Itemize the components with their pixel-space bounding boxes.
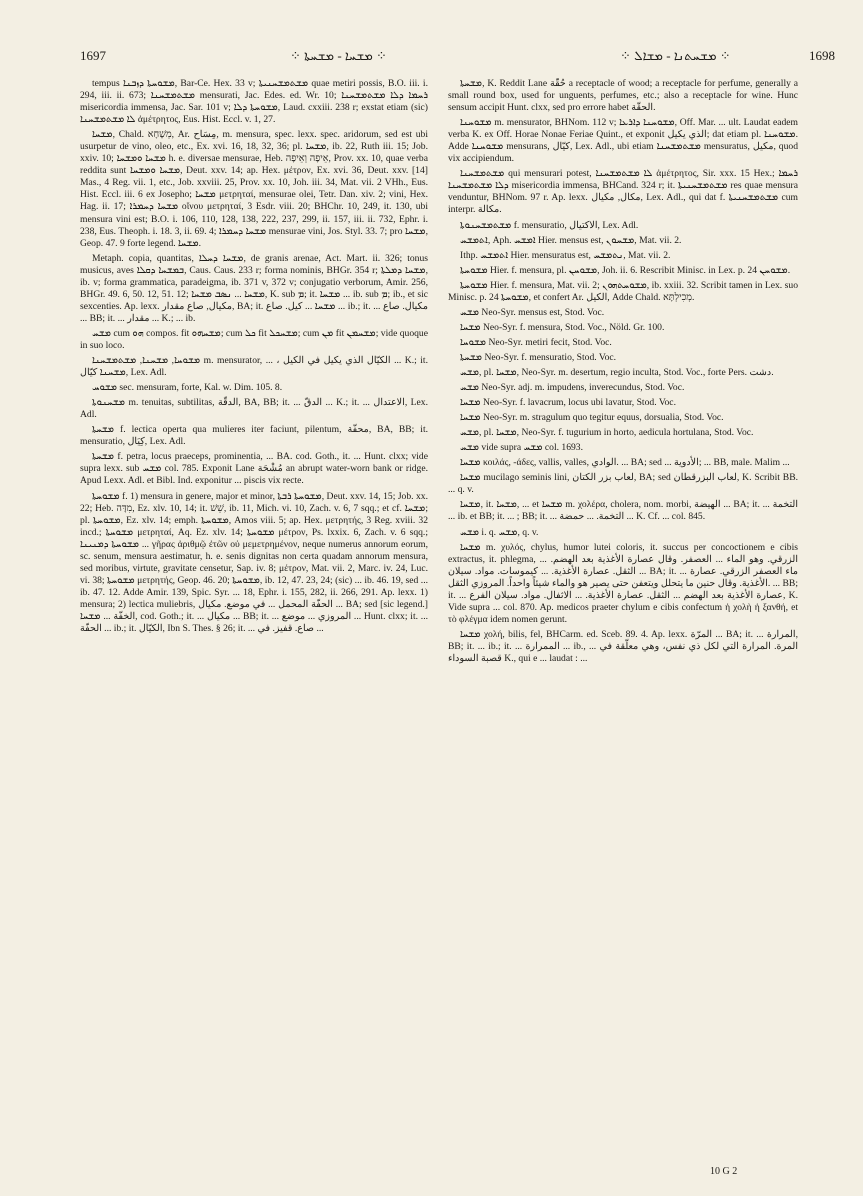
entry-paragraph: ܡܫܘܚܐ, ܡܫܚܢܐ, ܡܫܬܡܫܚܢܐ m. mensurator, ... ، الكيّال الذي يكيل في الكيل ... K.; it. ܡܫܚܢܐ كيّال, Lex. Adl. (80, 355, 428, 379)
entry-paragraph: ܡܫܘܚܬܐ Hier. f. mensura, pl. ܡܫܘܚܢ, Joh. ii. 6. Rescribit Minisc. in Lex. p. 24 ܡܫܘܚܢ. (460, 264, 791, 276)
entry-paragraph: ܡܫܘܚ sec. mensuram, forte, Kal. w. Dim. 105. 8. (92, 382, 283, 394)
entry-paragraph: ܡܫܚܬܐ Neo-Syr. f. mensuratio, Stod. Voc. (460, 351, 617, 363)
entry-paragraph: ܡܫܚ Neo-Syr. mensus est, Stod. Voc. (460, 306, 605, 318)
entry-paragraph: ܡܫܘܚܬܐ f. 1) mensura in genere, major et minor, ܡܫܘܚܬܐ ܪܒܬܐ, Deut. xxv. 14, 15; Job. xx. 22; Heb. מִדָּה, Ez. xlv. 10, 14; it. שֵׁשׁ, ib. 11, Mich. vi. 10, Zach. v. 6, 7 sqq.; et cf. ܡܫܚܐ; pl. ܡܫܘܚܬܐ, Ez. xlv. 14; emph. ܡܫܘܚܬܐ, Amos viii. 5; ap. Hex. μετρητής, 3 Reg. xviii. 32 incd.; ܡܫܘܚܬܐ μετρηταί, Aq. Ez. xlv. 14; ܡܫܘܚܬܐ μέτρον, Ps. lxxix. 6, Zach. v. 6 sqq.; ܡܫܘܚܬܐ ܕܡܢܝܢܐ ... γῆρας ἀριθμῷ ἐτῶν οὐ μεμετρημένον, neque numerus annorum eorum, sc. senum, mensura aestimatur, h. e. senis dignitas non certa quadam annorum mensura, sed moribus, virtute, gravitate censetur, Sap. iv. 8; μέτρον, Mat. vii. 2, Marc. iv. 24, Luc. vi. 38; ܡܫܘܚܬܐ μετρητής, Geop. 46. 20; ܡܫܘܚܬܐ, ib. 12, 47. 23, 24; (sic) ... ib. 46. 19, sed ... ib. 47. 12. Adde Amir. 139, Spic. Syr. ... 18, Ephr. i. 155, 282, ii. 266, 291. Ap. lexx. 1) mensura; 2) lectica muliebris, الحفّة المحمل ... في موضع. مكيال ... BA; sed [sic legend.] الخفّة ... ܡܫܚܐ, cod. Goth.; it. ... مكيال ... BB; it. ... المروزي ... موضع ... Hunt. clxx; it. ... الحفّة ... ib.; it. الكيّال, Ibn S. Thes. § 26; it. ... صاع. قفيز. في ... (80, 490, 428, 635)
entry-paragraph: ܡܫܚ cum ܗܘ compos. fit ܡܫܚܗܘ; cum ܟܠ fit ܡܫܚܟܠ; cum ܡܢ fit ܡܫܚܡܢ; vide quoque in suo loco. (80, 327, 428, 351)
entry-paragraph: ܡܫܘܚܢܐ m. mensurator, BHNom. 112 v; ܡܫܘܚܢܐ ܕܐܪܥܐ, Off. Mar. ... ult. Laudat eadem verba K. ex Off. Horae Nonae Feriae Quint., et exponit الذي يكيل; dat etiam pl. ܡܫܘܚܢܐ. Adde ܡܫܘܚܢܐ mensurans, كيّال, Lex. Adl., ubi etiam ܡܫܬܡܫܚܢܐ mensuratus, مكيل, quod vix accipiendum. (448, 117, 798, 165)
entry-paragraph: ܡܫܚܬܐ, K. Reddit Lane حُقّة a receptacle of wood; a receptacle for perfume, generally a small round box, used for unguents, perfumes, etc.; also a receptacle for wine. Hunc sensum accipit Hunt. clxx, sed pro errore habet الحقّة. (448, 78, 798, 114)
right-column (448, 78, 798, 1166)
entry-paragraph: ܡܫܚܬܐ f. lectica operta qua mulieres iter faciunt, pilentum, محفّة, BA, BB; it. mensuratio, كِيَال, Lex. Adl. (80, 424, 428, 448)
entry-paragraph: ܡܫܬܡܫܚܢܐ qui mensurari potest, ܠܐ ܡܫܬܡܫܚܢܐ ἀμέτρητος, Sir. xxx. 15 Hex.; ܪܚܡܐ ܕܠܐ ܡܫܬܡܫܚܢܐ misericordia immensa, BHCand. 324 r; it. ܡܫܬܡܫܚܢܝܬܐ res quae mensura venduntur, BHNom. 97 r. Ap. lexx. مكال, مكيال, Lex. Adl., qui dat f. ܡܫܬܡܫܚܢܝܬܐ cum interpr. مكالة. (448, 168, 798, 216)
entry-paragraph: ܡܫܚܢܘܬܐ m. tenuitas, subtilitas, الدقّة, BA, BB; it. ... الدقّ ... K.; it. ... الاعتدال, Lex. Adl. (80, 397, 428, 421)
entry-paragraph: ܡܫܚܐ χολή, bilis, fel, BHCarm. ed. Sceb. 89. 4. Ap. lexx. المرّة ... BA; it. ... المرارة, BB; it. ... ib.; it. ... الممرارة ... ib., ... المرة. المرارة التي لكل ذي نفس، وهي معلّقة في قصبة السوداء K., qui e ... laudat : ... (448, 628, 798, 664)
entry-paragraph: Metaph. copia, quantitas, ܡܫܚܐ ܕܚܠܐ, de granis arenae, Act. Mart. ii. 326; tonus musicus, aves ܒܡܫܚܐ ܕܩܠܐ, Caus. Caus. 233 r; forma nominis, BHGr. 354 r; ܡܫܚܐ ܕܡܠܬܐ, ib. v; forma grammatica, paradeigma, ib. 371 v, 372 v; conjugatio verborum, Amir. 256, BHGr. 49. 6, 50. 12, 51. 12; ܡܫܚܐ ... ܢܣܒ ܡܫܚܐ, K. sub ܡ; it. ܡܫܚܐ ... ib. sub ܡ; ib., et sic sexcenties. Ap. lexx. مكيال, صاع مقدار, BA; it. ܡܫܚܐ ... كيل. صاع ... ib.; it. ... مكيال. صاع ... BB; it. ... مقدار ... K.; ... ib. (80, 252, 428, 324)
page-number-left: 1697 (80, 48, 106, 63)
entry-paragraph: ܡܫܚܐ, it. ܡܫܚܐ, ... et ܡܫܚܐ m. χολέρα, cholera, nom. morbi, الهيضة ... BA; it. ... التخمة ... ib. et BB; it. ... ; BB; it. ... التخمة. ... حمضة ... K. Cf. ... col. 845. (448, 499, 798, 523)
entry-paragraph: ܡܫܚܐ, Chald. מְשָׁחָא, Ar. مِسَاح, m. mensura, spec. lexx. spec. aridorum, sed est ubi usurpetur de vino, oleo, etc., Ex. xvi. 16, 18, 32, 36; pl. ܡܫܚܐ, ib. 22, Ruth iii. 15; Job. xxiv. 10; ܡܫܚܐ ܘܡܫܚܐ h. e. diversae mensurae, Heb. אֵיפָה וְאֵיפָה, Prov. xx. 10, quae verba reddita sunt ܡܫܚܐ ܘܡܫܚܐ, Deut. xxv. 14; ap. Hex. μέτρον, Ex. xvi. 36, Deut. xxv. [14] Mas., 4 Reg. vii. 1, etc., Job. xxviii. 25, Prov. xx. 10, Joh. iii. 34, Mat. vii. 2 VHh., Eus. Hist. Eccl. iii. 6 ex Josepho; ܡܫܚܐ μετρηταί, mensurae olei, Tetr. Dan. xiv. 2; vini, Hex. Hag. ii. 17; ܡܫܚܐ ܕܚܡܪܐ οἴνου μετρηταί, 3 Esdr. viii. 20; BHChr. 10, 249, it. 130, ubi mensura vini est; B.O. i. 106, 110, 128, 138, 222, 237, 299, ii. 157, iii. ii. 732, Ephr. i. 238, Eus. Theoph. i. 18. 3, ii. 69. 4; ܡܫܚܐ ܕܚܡܪܐ mensurae vini, Jos. Styl. 33. 7; pro ܡܫܚܐ, Geop. 47. 9 forte legend. ܡܫܚܐ. (80, 129, 428, 249)
entry-paragraph: ܐܬܡܫܚ, Aph. ܐܡܫܚ Hier. mensus est, ܡܫܚܘܢ, Mat. vii. 2. (460, 234, 682, 246)
entry-paragraph: ܡܫܘܚܐ Neo-Syr. metiri fecit, Stod. Voc. (460, 336, 612, 348)
entry-paragraph: ܡܫܚ i. q. ܡܫܚ, q. v. (460, 526, 539, 538)
entry-paragraph: ܡܫܚܐ κοιλάς, -άδες, vallis, valles, الوادي. ... BA; sed ... الأدوية; ... BB, male. Malim ... (460, 457, 790, 469)
entry-paragraph: ܡܫܚ Neo-Syr. adj. m. impudens, inverecundus, Stod. Voc. (460, 382, 685, 394)
entry-paragraph: ܡܫܚ vide supra ܡܫܚ col. 1693. (460, 442, 584, 454)
page-number-right: 1698 (809, 48, 835, 63)
entry-paragraph: ܡܫܚܐ Neo-Syr. f. lavacrum, locus ubi lavatur, Stod. Voc. (460, 397, 676, 409)
running-head-right: ⁘ ܡܫܚܬܢܐ - ܡܫܐܠ ⁘ (620, 48, 731, 63)
page-header (80, 48, 835, 70)
entry-paragraph: ܡܫܚܐ Neo-Syr. m. stragulum quo tegitur equus, dorsualia, Stod. Voc. (460, 412, 724, 424)
entry-paragraph: ܡܫܚܐ mucilago seminis lini, لعاب بزر الكتان, BA; sed لعاب البزرقطان, K. Scribit BB. ... q. v. (448, 472, 798, 496)
entry-paragraph: ܡܫܘܚܬܐ Hier. f. mensura, Mat. vii. 2; ܡܫܘܚܬܗܘܢ, ib. xxiii. 32. Scribit tamen in Lex. suo Minisc. p. 24 ܡܫܘܚܬܐ, et confert Ar. الكيل, Adde Chald. מְכִילְתָּא. (448, 279, 798, 303)
entry-paragraph: ܡܫܚ, pl. ܡܫܚܐ, Neo-Syr. m. desertum, regio inculta, Stod. Voc., forte Pers. دشت. (460, 366, 774, 378)
entry-paragraph: ܡܫܚܬܐ f. petra, locus praeceps, prominentia, ... BA. cod. Goth., it. ... Hunt. clxx; vide supra lexx. sub ܡܫܚ col. 785. Exponit Lane مُشْحَة an abrupt water-worn bank or ridge. Apud Lexx. Adl. et Bibl. Ind. exponitur ... piscis vix recte. (80, 451, 428, 487)
entry-paragraph: ܡܫܚܐ Neo-Syr. f. mensura, Stod. Voc., Nöld. Gr. 100. (460, 321, 665, 333)
signature-mark: 10 G 2 (710, 1166, 738, 1177)
entry-paragraph: tempus ܡܫܘܚܬܐ ܕܙܒܢܐ, Bar-Ce. Hex. 33 v; ܡܫܬܡܫܚܢܝܬܐ quae metiri possis, B.O. iii. i. 294, iii. ii. 673; ܡܫܬܡܫܚܢܐ mensurati, Jac. Edes. ed. Wr. 10; ܪܚܡܐ ܕܠܐ ܡܫܬܡܫܚܢܐ misericordia immensa, Jac. Sar. 101 v; ܡܫܘܚܬܐ ܕܠܐ, Laud. cxxiii. 238 r; exstat etiam (sic) ܠܐ ܡܫܬܡܫܚܢܐ ἀμέτρητος, Eus. Hist. Eccl. v. 1, 27. (80, 78, 428, 126)
entry-paragraph: ܡܫܚ, pl. ܡܫܚܐ, Neo-Syr. f. tugurium in horto, aedicula hortulana, Stod. Voc. (460, 427, 754, 439)
entry-paragraph: ܡܫܚܐ m. χυλός, chylus, humor lutei coloris, it. succus per concoctionem e cibis extractus, it. phlegma, ... الزرقي. وهو الماء ... العصفر. وقال عصارة الأغذية بعد الهضم. الثقل. عصارة الأغذية. ... كيموسات. مواد. سيلان ... BA; it. ... ماء العصفر الزرقي. عصارة الأغذية. وقال حنين ما يتحلل ويتعفن حتى يصير هو والماء شيئاً واحداً. المروزي الثقل. ... BB; it. ... عصارة الأغذية بعد الهضم ... الثقل. عصارة الأغذية. ... الاثفال. مواد. سيلان الفرع, K. Vide supra ... col. 870. Ap. medicos praeter chylum e cibis confectum ἡ χολὴ ἡ ξανθή, et τὸ φλέγμα idem nomen gerunt. (448, 541, 798, 625)
entry-paragraph: Ithp. ܐܬܡܫܚ Hier. mensuratus est, ܢܬܡܫܚ, Mat. vii. 2. (460, 249, 671, 261)
entry-paragraph: ܡܫܬܡܫܚܢܘܬܐ f. mensuratio, الاكتيال, Lex. Adl. (460, 219, 639, 231)
left-column (80, 78, 428, 1166)
running-head-left: ⁘ ܡܫܚܐ - ܡܫܚܬܐ ⁘ (290, 48, 387, 63)
